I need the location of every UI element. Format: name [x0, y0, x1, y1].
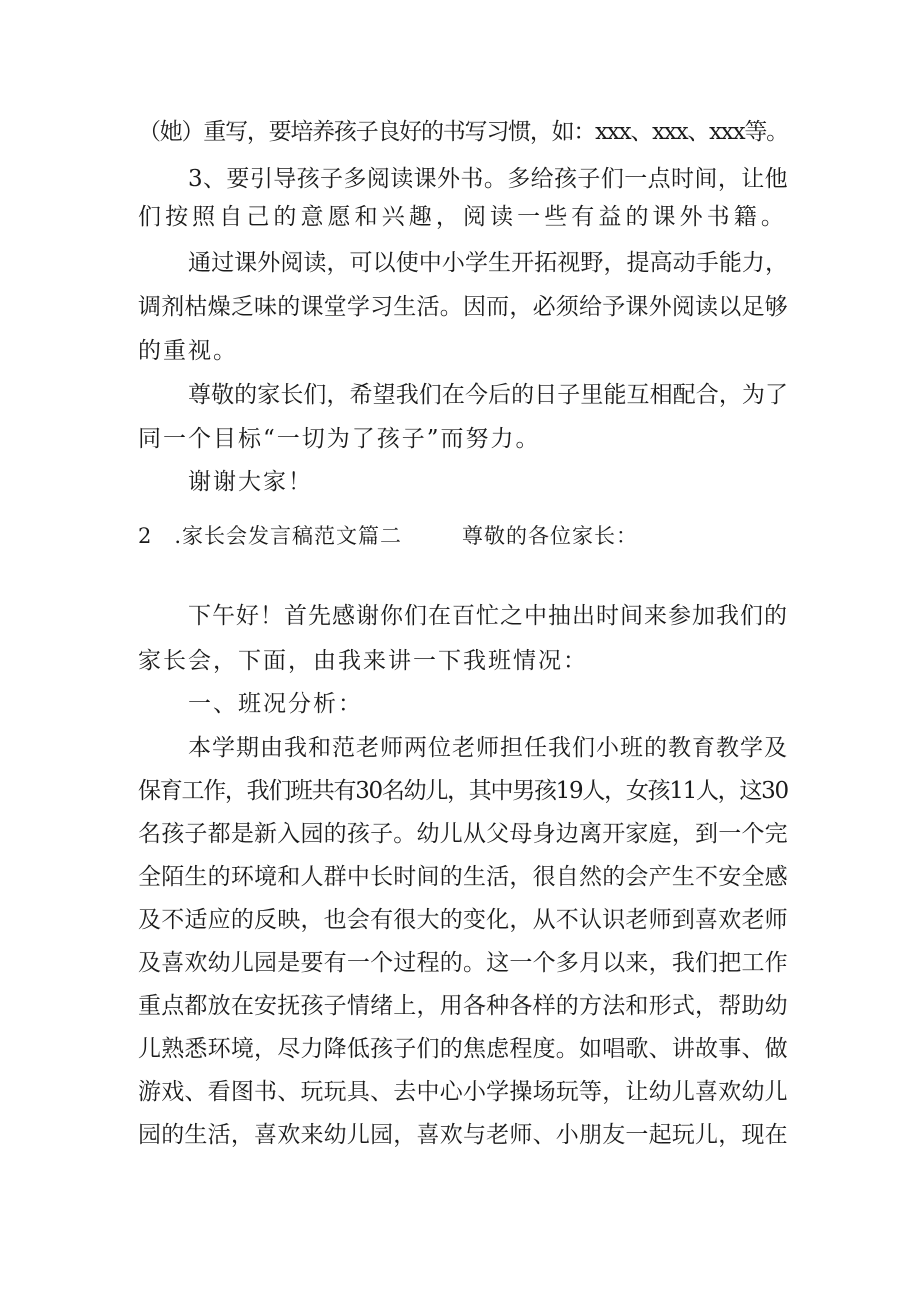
text-line: 一、班况分析： — [188, 691, 363, 717]
salutation: 尊敬的各位家长： — [462, 524, 638, 548]
text-line: 的重视。 — [138, 338, 238, 364]
text-line: 们按照自己的意愿和兴趣，阅读一些有益的课外书籍。 — [138, 204, 788, 230]
text-line: 谢谢大家！ — [188, 469, 313, 495]
text-line: 家长会，下面，由我来讲一下我班情况： — [138, 648, 588, 674]
text-line: 及不适应的反映，也会有很大的变化，从不认识老师到喜欢老师 — [138, 907, 788, 933]
text-line: 全陌生的环境和人群中长时间的生活，很自然的会产生不安全感 — [138, 864, 788, 890]
text-line: 同一个目标“一切为了孩子”而努力。 — [138, 426, 541, 452]
text-line: 本学期由我和范老师两位老师担任我们小班的教育教学及 — [188, 735, 788, 761]
text-line: 重点都放在安抚孩子情绪上，用各种各样的方法和形式，帮助幼 — [138, 993, 788, 1019]
text-line: 及喜欢幼儿园是要有一个过程的。这一个多月以来，我们把工作 — [138, 950, 788, 976]
text-line: 儿熟悉环境，尽力降低孩子们的焦虑程度。如唱歌、讲故事、做 — [138, 1036, 788, 1062]
section-title: 2 .家长会发言稿范文篇二 — [138, 524, 403, 548]
text-line: 名孩子都是新入园的孩子。幼儿从父母身边离开家庭，到一个完 — [138, 821, 788, 847]
text-line: （她）重写，要培养孩子良好的书写习惯，如：xxx、xxx、xxx等。 — [138, 119, 788, 145]
text-line: 调剂枯燥乏味的课堂学习生活。因而，必须给予课外阅读以足够 — [138, 294, 788, 320]
text-line: 保育工作，我们班共有30名幼儿，其中男孩19人，女孩11人，这30 — [138, 778, 788, 804]
text-line: 园的生活，喜欢来幼儿园，喜欢与老师、小朋友一起玩儿，现在 — [138, 1122, 788, 1148]
text-line: 下午好！首先感谢你们在百忙之中抽出时间来参加我们的 — [188, 603, 788, 629]
text-line: 3、要引导孩子多阅读课外书。多给孩子们一点时间，让他 — [188, 166, 789, 192]
text-line: 通过课外阅读，可以使中小学生开拓视野，提高动手能力， — [188, 250, 789, 276]
text-line: 尊敬的家长们，希望我们在今后的日子里能互相配合，为了 — [188, 382, 789, 408]
text-line: 游戏、看图书、玩玩具、去中心小学操场玩等，让幼儿喜欢幼儿 — [138, 1079, 788, 1105]
